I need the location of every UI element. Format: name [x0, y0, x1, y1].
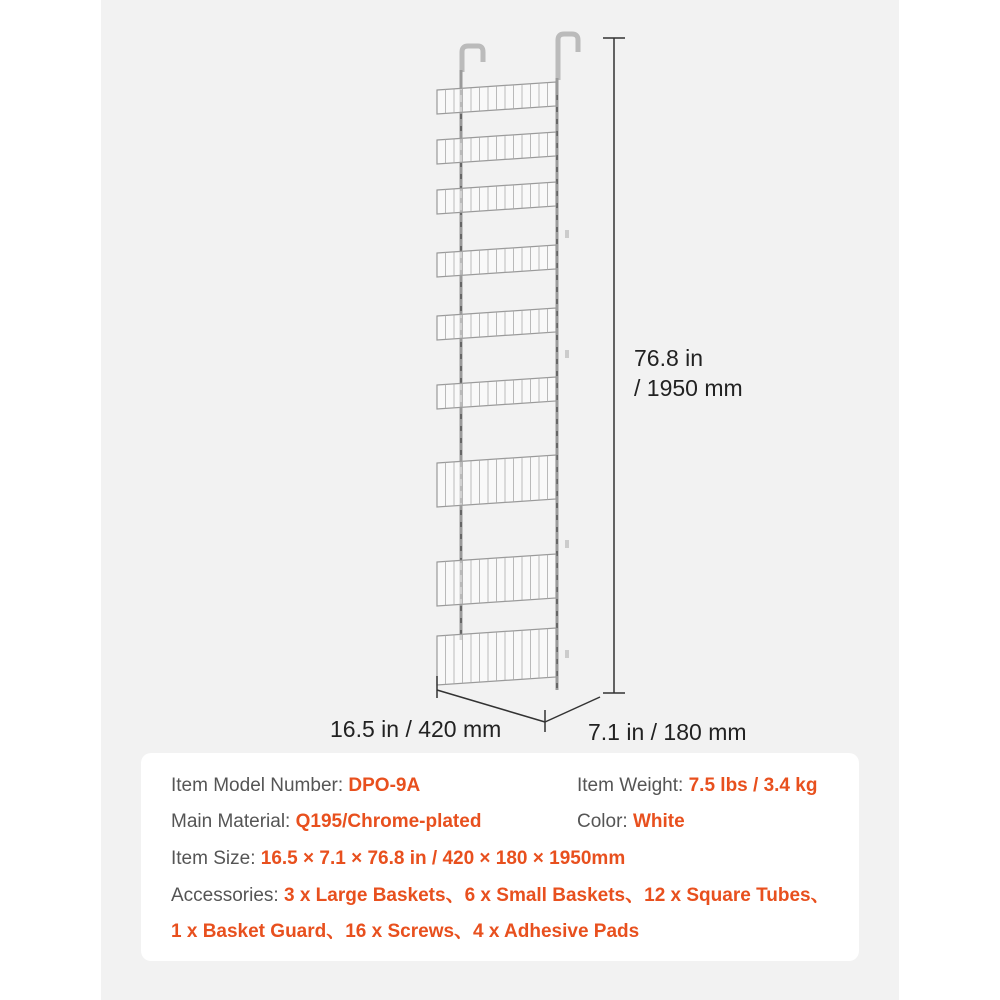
size-label: Item Size:: [171, 848, 256, 869]
accessories-row-2: [171, 919, 639, 945]
weight-label: Item Weight:: [577, 775, 684, 796]
model-value: DPO-9A: [348, 775, 421, 796]
accessories-line-1: 3 x Large Baskets、6 x Small Baskets、12 x Square Tubes、: [283, 885, 830, 906]
material-value: Q195/Chrome-plated: [295, 811, 482, 832]
size-value: 16.5 × 7.1 × 76.8 in / 420 × 180 × 1950mm: [260, 848, 626, 869]
mount-bracket: [565, 650, 569, 658]
height-dimension-label: [634, 343, 743, 403]
weight-row: [577, 773, 817, 799]
color-label: Color:: [577, 811, 628, 832]
rack-drawing: [437, 34, 578, 690]
height-dimension-line: [603, 38, 625, 693]
accessories-label: Accessories:: [171, 885, 279, 906]
height-mm: / 1950 mm: [634, 375, 743, 401]
accessories-row: [171, 883, 830, 909]
accessories-line-2: 1 x Basket Guard、16 x Screws、4 x Adhesive Pads: [171, 921, 640, 942]
color-value: White: [632, 811, 685, 832]
weight-value: 7.5 lbs / 3.4 kg: [688, 775, 818, 796]
mount-bracket: [565, 350, 569, 358]
model-row: [171, 773, 420, 799]
height-in: 76.8 in: [634, 345, 704, 371]
spec-card: [141, 753, 859, 961]
width-dimension-label: 16.5 in / 420 mm: [330, 716, 502, 742]
color-row: [577, 809, 685, 835]
material-row: [171, 809, 481, 835]
door-hook-left: [462, 46, 483, 72]
model-label: Item Model Number:: [171, 775, 344, 796]
mount-bracket: [565, 540, 569, 548]
mount-bracket: [565, 230, 569, 238]
door-hook-right: [558, 34, 578, 80]
size-row: [171, 846, 625, 872]
depth-dimension-label: 7.1 in / 180 mm: [588, 719, 747, 745]
material-label: Main Material:: [171, 811, 291, 832]
